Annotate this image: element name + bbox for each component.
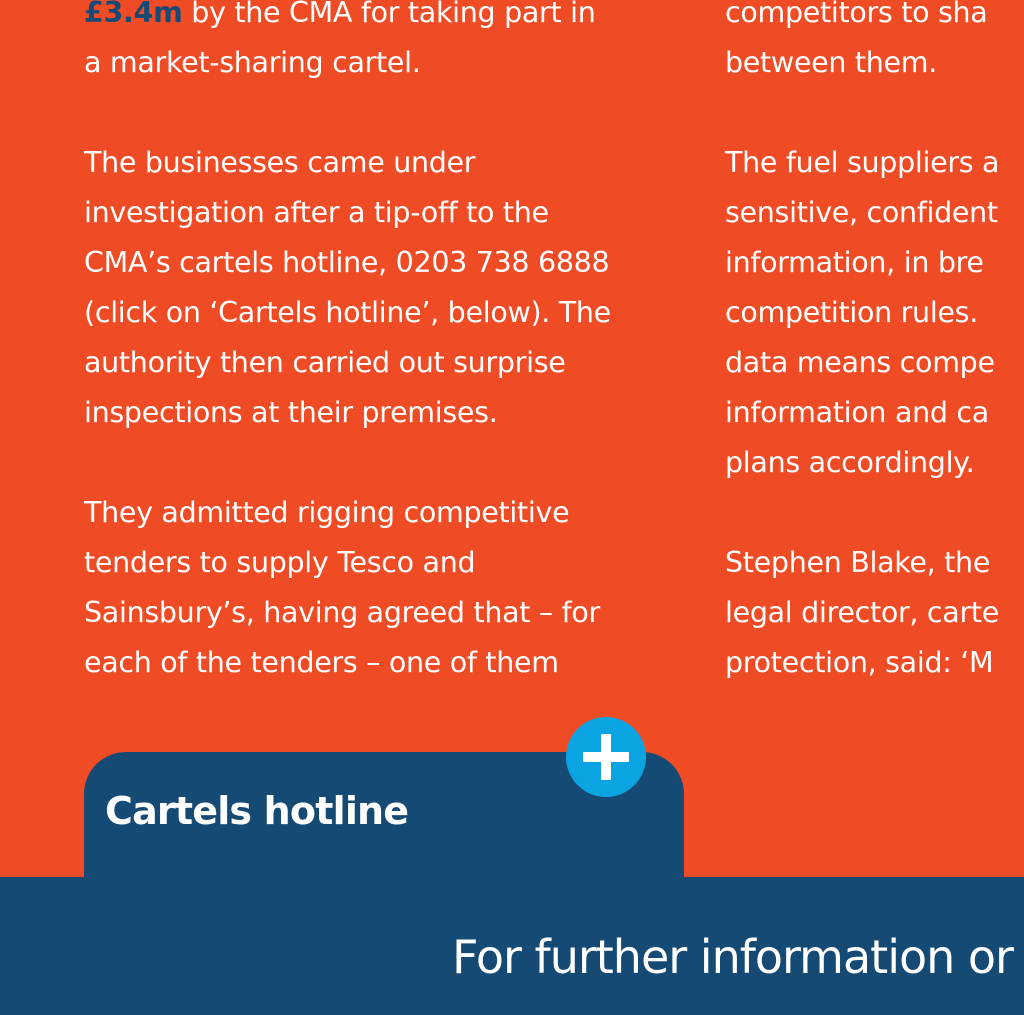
text-line: Stephen Blake, the: [725, 546, 991, 579]
paragraph-gap: [84, 88, 694, 138]
text-line: data means compe: [725, 346, 995, 379]
expand-hotline-button[interactable]: [566, 717, 646, 797]
text-line: Sainsbury’s, having agreed that – for: [84, 596, 600, 629]
text-line: (click on ‘Cartels hotline’, below). The: [84, 296, 611, 329]
left-column: [84, 0, 694, 688]
text-line: CMA’s cartels hotline, 0203 738 6888: [84, 246, 610, 279]
text-line: legal director, carte: [725, 596, 999, 629]
paragraph-gap: [725, 488, 1024, 538]
cartels-hotline-label[interactable]: Cartels hotline: [105, 789, 409, 833]
text-line: sensitive, confident: [725, 196, 998, 229]
text-line: information, in bre: [725, 246, 984, 279]
text-line: authority then carried out surprise: [84, 346, 566, 379]
footer-text: For further information or: [452, 930, 1013, 984]
text-line: They admitted rigging competitive: [84, 496, 570, 529]
text-line: plans accordingly.: [725, 446, 975, 479]
text-line: competition rules.: [725, 296, 978, 329]
text-line: competitors to sha: [725, 0, 988, 29]
text-line: protection, said: ‘M: [725, 646, 994, 679]
text-line: The businesses came under: [84, 146, 476, 179]
footer-banner: [0, 877, 1024, 1015]
text-line: a market-sharing cartel.: [84, 46, 421, 79]
fine-amount: £3.4m: [84, 0, 183, 29]
text-line: information and ca: [725, 396, 989, 429]
plus-icon[interactable]: [566, 717, 646, 797]
text-line: The fuel suppliers a: [725, 146, 1000, 179]
text-line: [84, 0, 694, 38]
text-line: inspections at their premises.: [84, 396, 498, 429]
right-column: [725, 0, 1024, 688]
text-line: each of the tenders – one of them: [84, 646, 559, 679]
paragraph-gap: [84, 438, 694, 488]
paragraph-gap: [725, 88, 1024, 138]
text-line: investigation after a tip-off to the: [84, 196, 549, 229]
text-fragment: by the CMA for taking part in: [182, 0, 596, 29]
text-line: tenders to supply Tesco and: [84, 546, 476, 579]
text-line: between them.: [725, 46, 937, 79]
